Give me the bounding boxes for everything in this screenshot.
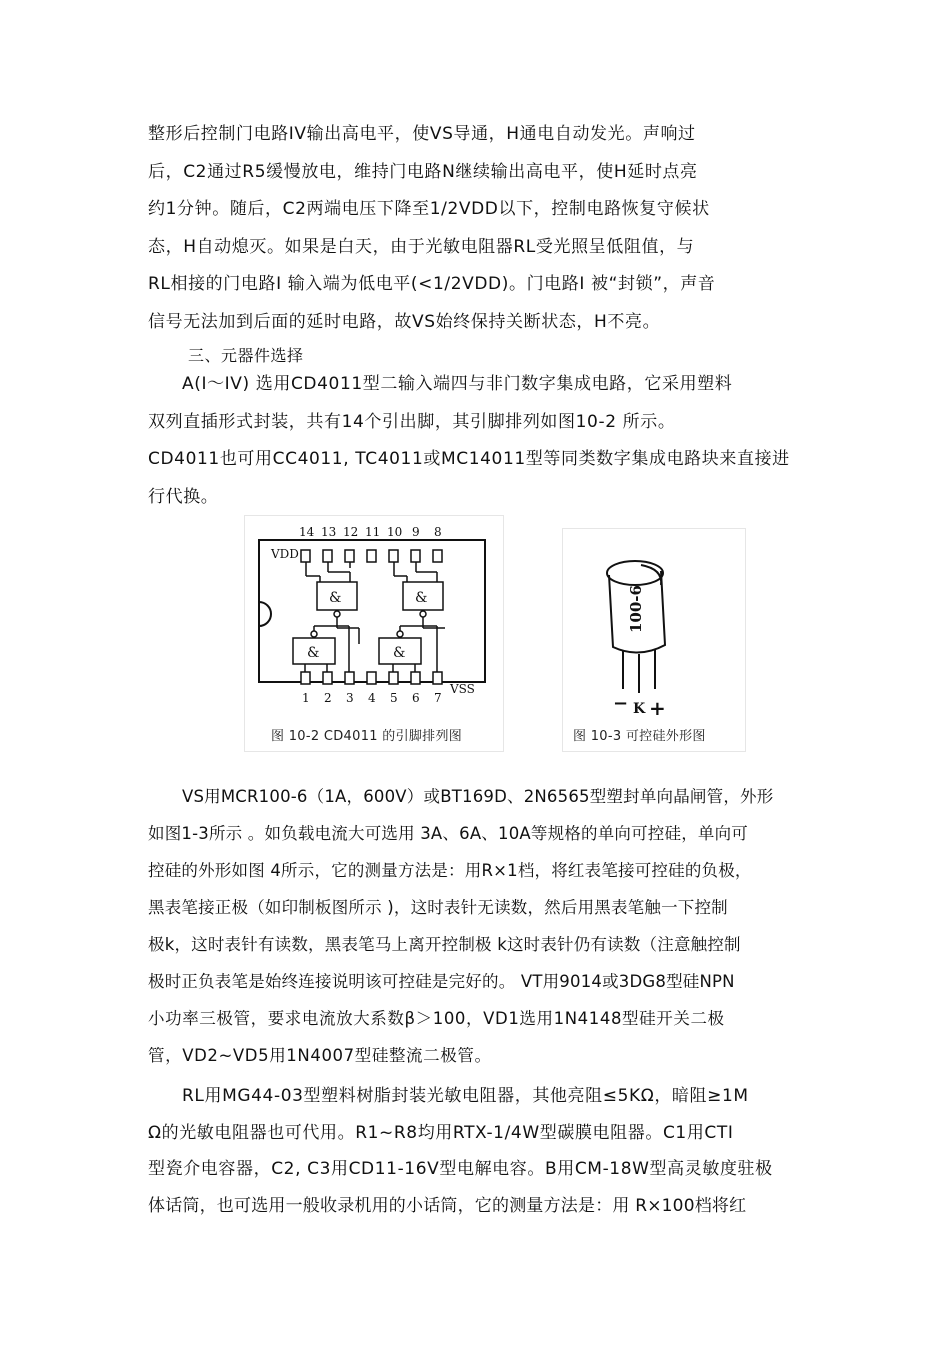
- text-line: A(I～IV) 选用CD4011型二输入端四与非门数字集成电路，它采用塑料: [182, 374, 733, 394]
- figure-caption: 图 10-3 可控硅外形图: [573, 729, 706, 744]
- paragraph-3: [148, 778, 818, 1074]
- text-line: 信号无法加到后面的延时电路，故VS始终保持关断状态，H不亮。: [148, 311, 661, 332]
- vdd-label: VDD: [271, 547, 299, 561]
- text-line: 后，C2通过R5缓慢放电，维持门电路N继续输出高电平，使H延时点亮: [148, 161, 698, 182]
- pin-label: 12: [343, 525, 359, 539]
- text-line: 型瓷介电容器，C2, C3用CD11-16V型电解电容。B用CM-18W型高灵敏度驻极: [148, 1159, 773, 1179]
- cathode-label: −: [613, 693, 629, 714]
- pin-label: 13: [321, 525, 337, 539]
- pin-label: 10: [387, 525, 403, 539]
- pin-label: 4: [368, 691, 376, 705]
- paragraph-1: [148, 116, 818, 341]
- text-line: RL用MG44-03型塑料树脂封装光敏电阻器，其他亮阻≤5KΩ，暗阻≥1M: [182, 1086, 749, 1106]
- cd4011-diagram: [245, 516, 503, 716]
- gate-symbol: &: [307, 645, 320, 661]
- text-line: 极k，这时表针有读数，黑表笔马上离开控制极 k这时表针仍有读数（注意触控制: [148, 935, 741, 954]
- text-line: 小功率三极管，要求电流放大系数β＞100，VD1选用1N4148型硅开关二极: [148, 1009, 725, 1028]
- pin-label: 14: [299, 525, 315, 539]
- pin-label: 8: [434, 525, 442, 539]
- pin-label: 9: [412, 525, 420, 539]
- top-pin-labels: [299, 525, 442, 539]
- text-line: 双列直插形式封装，共有14个引出脚，其引脚排列如图10-2 所示。: [148, 411, 676, 432]
- text-line: CD4011也可用CC4011, TC4011或MC14011型等同类数字集成电路块来直接进: [148, 449, 790, 469]
- gate-symbol: &: [329, 590, 342, 606]
- thyristor-marking: 100-6: [627, 585, 645, 633]
- gate-label: K: [633, 701, 646, 717]
- pin-label: 2: [324, 691, 332, 705]
- text-line: Ω的光敏电阻器也可代用。R1~R8均用RTX-1/4W型碳膜电阻器。C1用CTI: [148, 1122, 734, 1143]
- text-line: 态，H自动熄灭。如果是白天，由于光敏电阻器RL受光照呈低阻值，与: [148, 236, 695, 257]
- text-line: 约1分钟。随后，C2两端电压下降至1/2VDD以下，控制电路恢复守候状: [148, 199, 710, 219]
- nand-gate-3: [293, 626, 349, 672]
- paragraph-4: [148, 1078, 818, 1224]
- text-line: 整形后控制门电路IV输出高电平，使VS导通，H通电自动发光。声响过: [148, 124, 696, 144]
- figure-cd4011-pinout: [244, 515, 504, 752]
- figure-thyristor-outline: [562, 528, 746, 752]
- thyristor-diagram: [563, 529, 745, 719]
- top-pin-group: [301, 550, 442, 562]
- text-line: 体话筒，也可选用一般收录机用的小话筒，它的测量方法是：用 R×100档将红: [148, 1195, 747, 1216]
- text-line: 控硅的外形如图 4所示，它的测量方法是：用R×1档，将红表笔接可控硅的负极，: [148, 861, 752, 880]
- text-line: 如图1-3所示 。如负载电流大可选用 3A、6A、10A等规格的单向可控硅，单向可: [148, 824, 748, 843]
- anode-label: +: [649, 696, 666, 719]
- pin-label: 6: [412, 691, 420, 705]
- nand-gate-4: [379, 626, 437, 672]
- text-line: 行代换。: [148, 486, 219, 507]
- pin-label: 5: [390, 691, 398, 705]
- pin-label: 11: [365, 525, 381, 539]
- pin-label: 7: [434, 691, 442, 705]
- gate-symbol: &: [415, 590, 428, 606]
- pin-label: 1: [302, 691, 310, 705]
- text-line: RL相接的门电路I 输入端为低电平(<1/2VDD)。门电路I 被“封锁”，声音: [148, 274, 716, 294]
- text-line: 极时正负表笔是始终连接说明该可控硅是完好的。 VT用9014或3DG8型硅NPN: [148, 972, 735, 991]
- figure-caption: 图 10-2 CD4011 的引脚排列图: [271, 729, 463, 744]
- vss-label: VSS: [450, 682, 475, 696]
- gate-symbol: &: [393, 645, 406, 661]
- section-heading: 三、元器件选择: [188, 346, 304, 365]
- text-line: 黑表笔接正极（如印制板图所示 )，这时表针无读数，然后用黑表笔触一下控制: [148, 898, 728, 917]
- text-line: 管，VD2~VD5用1N4007型硅整流二极管。: [148, 1046, 492, 1065]
- paragraph-2: [148, 366, 818, 516]
- pin-label: 3: [346, 691, 354, 705]
- text-line: VS用MCR100-6（1A，600V）或BT169D、2N6565型塑封单向晶闸管，外形: [182, 787, 774, 806]
- bottom-pin-labels: [302, 691, 442, 705]
